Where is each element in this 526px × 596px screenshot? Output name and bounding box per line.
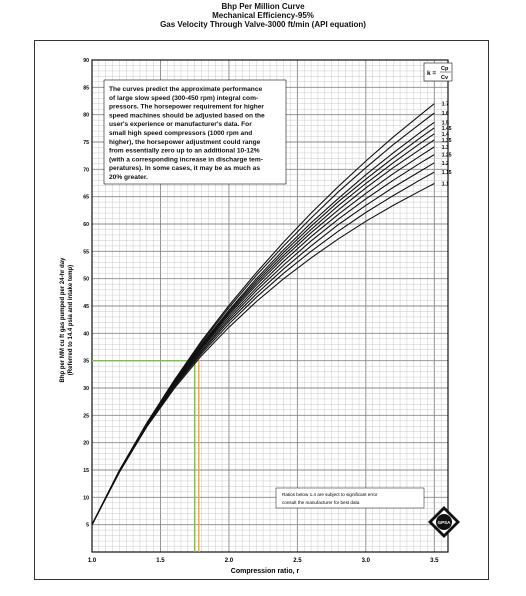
note-line: peratures). In some cases, it may be as much as xyxy=(109,165,260,173)
warning-box xyxy=(276,488,424,508)
k-label: k = xyxy=(427,70,437,77)
curve-label-k-1.35: 1.35 xyxy=(441,137,452,144)
x-tick-label: 2.5 xyxy=(293,558,302,564)
x-tick-label: 1.0 xyxy=(87,558,97,564)
x-tick-label: 3.5 xyxy=(430,558,439,564)
note-line: higher), the horsepower adjustment could range xyxy=(109,138,261,146)
y-tick-label: 55 xyxy=(83,249,89,256)
curve-label-k-1.1: 1.1 xyxy=(441,181,449,188)
note-line: of large slow speed (300-450 rpm) integral com- xyxy=(109,94,259,102)
x-tick-label: 1.5 xyxy=(156,558,165,564)
y-tick-label: 40 xyxy=(83,331,89,338)
note-line: The curves predict the approximate performance xyxy=(109,86,263,93)
y-tick-label: 50 xyxy=(83,276,89,283)
curve-label-k-1.45: 1.45 xyxy=(441,125,452,132)
curve-label-k-1.7: 1.7 xyxy=(441,101,449,108)
x-axis-label: Compression ratio, r xyxy=(230,568,300,575)
curve-label-k-1.15: 1.15 xyxy=(441,170,452,177)
x-tick-label: 3.0 xyxy=(361,558,371,564)
curve-label-k-1.2: 1.2 xyxy=(441,160,449,167)
y-axis-label-line-1: Bhp per MM cu ft gas pumped per 24-hr day xyxy=(60,257,66,383)
curve-label-k-1.6: 1.6 xyxy=(441,111,449,118)
y-tick-label: 90 xyxy=(83,58,89,64)
curve-label-k-1.4: 1.4 xyxy=(441,131,449,138)
y-tick-label: 85 xyxy=(83,85,89,92)
curve-label-k-1.3: 1.3 xyxy=(441,144,449,151)
warning-line-1: Ratios below 1.4 are subject to significant error xyxy=(282,492,378,497)
chart-title-line-1: Bhp Per Million Curve xyxy=(221,2,305,11)
note-line: user's experience or manufacturer's data. For xyxy=(109,121,252,129)
y-tick-label: 75 xyxy=(83,140,89,146)
chart-title-line-3: Gas Velocity Through Valve-3000 ft/min (API equation) xyxy=(160,20,366,29)
note-line: small high speed compressors (1000 rpm and xyxy=(109,130,253,137)
y-tick-label: 10 xyxy=(83,495,89,502)
y-tick-label: 80 xyxy=(83,112,89,119)
y-tick-label: 35 xyxy=(83,358,89,365)
guide-lines xyxy=(92,361,199,552)
gpsa-logo xyxy=(428,506,460,538)
svg-text:GPSA: GPSA xyxy=(437,520,451,525)
note-line: 20% greater. xyxy=(109,174,148,181)
y-tick-label: 60 xyxy=(83,222,89,228)
y-tick-label: 30 xyxy=(83,386,89,392)
k-numerator: Cp xyxy=(441,66,449,72)
note-text xyxy=(109,86,265,181)
x-tick-label: 2.0 xyxy=(224,558,234,564)
y-tick-label: 25 xyxy=(83,413,89,420)
curve-label-k-1.25: 1.25 xyxy=(441,152,452,159)
chart-title-line-2: Mechanical Efficiency-95% xyxy=(212,11,314,20)
note-line: speed machines should be adjusted based on the xyxy=(109,112,265,120)
warning-line-2: consult the manufacturer for best data xyxy=(282,500,360,505)
y-tick-label: 45 xyxy=(83,304,89,310)
y-tick-label: 65 xyxy=(83,194,89,201)
note-line: (with a corresponding increase in discharge tem- xyxy=(109,156,263,164)
y-tick-label: 15 xyxy=(83,468,89,474)
y-tick-label: 70 xyxy=(83,167,89,174)
y-axis-label-line-2: (Referred to 14.4 psia and intake temp) xyxy=(68,264,74,376)
curve-label-k-1.5: 1.5 xyxy=(441,120,449,127)
y-tick-label: 5 xyxy=(86,522,89,529)
y-tick-label: 20 xyxy=(83,440,89,447)
note-line: from essentially zero up to an additional 10-12% xyxy=(109,147,260,155)
note-line: pressors. The horsepower requirement for higher xyxy=(109,103,264,111)
k-denominator: Cv xyxy=(441,75,449,81)
